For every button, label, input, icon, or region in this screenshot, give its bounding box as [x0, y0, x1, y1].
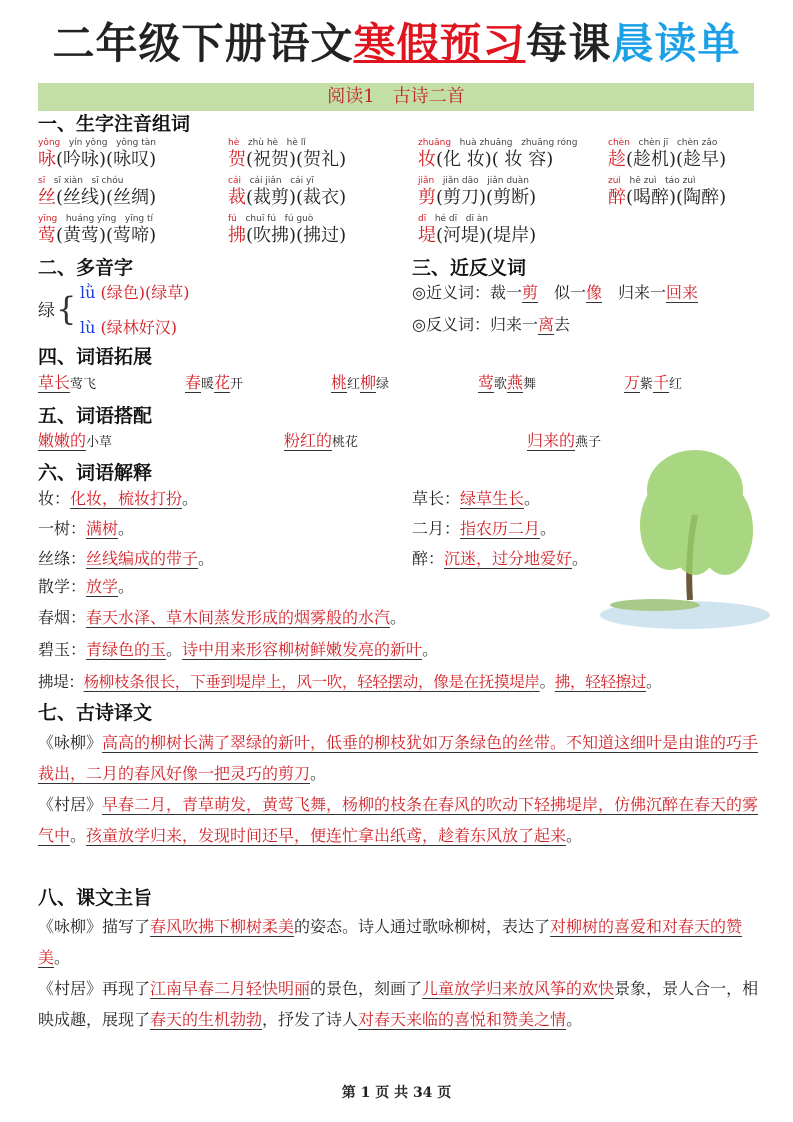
character-words: 剪(剪刀)(剪断) — [418, 187, 537, 208]
text: 碧玉： — [38, 640, 87, 659]
answer-text: 放学 — [86, 577, 119, 596]
antonyms — [412, 314, 570, 336]
text: 舞 — [523, 377, 537, 392]
text: 。 — [572, 549, 589, 568]
text: 。 — [566, 1010, 583, 1029]
text: 开 — [230, 377, 244, 392]
text: ，抒发了诗人 — [262, 1010, 359, 1029]
text: 。 — [198, 549, 215, 568]
definition — [38, 488, 198, 510]
character-entry — [418, 137, 608, 173]
character-words: 堤(河堤)(堤岸) — [418, 225, 537, 246]
themes — [38, 911, 760, 1035]
answer-text: 花 — [214, 373, 231, 392]
definition — [412, 518, 556, 540]
text: ◎近义词：裁一 — [412, 283, 522, 302]
character-entry — [38, 137, 228, 173]
answer-text: 桃 — [331, 373, 348, 392]
text: 。 — [182, 489, 199, 508]
definition — [38, 518, 134, 540]
pinyin: hè zhù hè hè lǐ — [228, 138, 306, 148]
answer-text: 对春天来临的喜悦和赞美之情 — [358, 1010, 567, 1029]
title-highlight-blue: 晨读单 — [611, 19, 741, 68]
section-heading: 四、词语拓展 — [38, 346, 153, 368]
pinyin: dī hé dī dī àn — [418, 214, 489, 224]
pinyin: yǒng yín yǒng yǒng tàn — [38, 138, 156, 148]
text: 紫 — [640, 377, 654, 392]
answer-text: 孩童放学归来，发现时间还早，便连忙拿出纸鸢，趁着东风放了起来 — [86, 826, 567, 845]
text: 。 — [540, 519, 557, 538]
character-words: 醉(喝醉)(陶醉) — [608, 187, 727, 208]
answer-text: 草长 — [38, 373, 71, 392]
synonyms — [412, 282, 698, 304]
answer-text: 指农历二月 — [460, 519, 541, 538]
text: 草长： — [412, 489, 461, 508]
character-grid — [38, 137, 758, 249]
answer-text: 春天水泽、草木间蒸发形成的烟雾般的水汽 — [86, 608, 391, 627]
title-highlight: 寒假预习 — [353, 19, 526, 68]
collocation — [527, 430, 601, 454]
text: 拂堤： — [38, 673, 84, 691]
pinyin: fú chuī fú fú guò — [228, 214, 314, 224]
idiom — [38, 372, 96, 396]
answer-text: 回来 — [666, 283, 699, 302]
text: 景象，景人合一，相映成趣，展现了 — [38, 979, 759, 1029]
text: 春烟： — [38, 608, 87, 627]
answer-text: 儿童放学归来放风筝的欢快 — [422, 979, 615, 998]
text: 。 — [118, 519, 135, 538]
text: 丝绦： — [38, 549, 87, 568]
answer-text: 莺 — [478, 373, 495, 392]
pinyin: lǜ — [80, 283, 96, 302]
text: 二月： — [412, 519, 461, 538]
answer-text: 诗中用来形容柳树鲜嫩发亮的新叶 — [182, 640, 423, 659]
text: 暖 — [201, 377, 215, 392]
character-entry — [228, 213, 418, 249]
section-heading: 二、多音字 — [38, 257, 134, 279]
text: 。 — [118, 577, 135, 596]
collocation — [38, 430, 112, 454]
answer-text: 满树 — [86, 519, 119, 538]
character-entry — [418, 213, 608, 249]
idiom — [331, 372, 389, 396]
character-words: 莺(黄莺)(莺啼) — [38, 225, 157, 246]
text: 。 — [70, 826, 87, 845]
section-heading: 六、词语解释 — [38, 462, 153, 484]
idiom — [478, 372, 536, 396]
definition — [38, 671, 661, 693]
character-entry — [38, 213, 228, 249]
text: 去 — [553, 315, 570, 334]
text: 。 — [539, 673, 555, 691]
text: 。 — [166, 640, 183, 659]
character-words: 贺(祝贺)(贺礼) — [228, 149, 347, 170]
page-number: 第 1 页 共 34 页 — [341, 1085, 452, 1101]
idiom — [185, 372, 243, 396]
definition — [412, 488, 540, 510]
definition — [38, 548, 214, 570]
answer-text: 离 — [537, 315, 554, 334]
pinyin: cái cái jiǎn cái yī — [228, 176, 314, 186]
answer-text: 早春二月，青草萌发，黄莺飞舞，杨柳的枝条在春风的吹动下轻拂堤岸，仿佛沉醉在春天的雾气中 — [38, 795, 759, 845]
text: 一树： — [38, 519, 87, 538]
text: 《咏柳》 — [38, 733, 103, 752]
character-entry — [228, 137, 418, 173]
text: 。 — [524, 489, 541, 508]
reading-2 — [80, 317, 177, 339]
answer-text: 剪 — [521, 283, 538, 302]
answer-text: 像 — [586, 283, 603, 302]
answer-text: 归来的 — [527, 431, 576, 450]
theme-paragraph — [38, 911, 760, 973]
text: 。 — [566, 826, 583, 845]
definition — [412, 548, 588, 570]
text: 似一 — [537, 283, 586, 302]
pinyin: zuì hē zuì táo zuì — [608, 176, 696, 186]
collocation — [284, 430, 358, 454]
page-title — [0, 14, 793, 74]
answer-text: 沉迷，过分地爱好 — [444, 549, 573, 568]
pinyin: jiǎn jiǎn dāo jiǎn duàn — [418, 176, 529, 186]
text: 归来一 — [602, 283, 667, 302]
pinyin: lù — [80, 318, 96, 337]
title-part: 每课 — [525, 19, 612, 68]
title-part: 二年级下册语文 — [52, 19, 354, 68]
text: 莺飞 — [70, 377, 97, 392]
definition — [38, 639, 438, 661]
answer-text: 春 — [185, 373, 202, 392]
text: 红 — [347, 377, 361, 392]
text: 绿 — [376, 377, 390, 392]
section-heading: 五、词语搭配 — [38, 405, 153, 427]
text: 小草 — [86, 435, 113, 450]
theme-paragraph — [38, 973, 760, 1035]
text: 。 — [390, 608, 407, 627]
character-entry — [608, 137, 758, 173]
text: 妆： — [38, 489, 71, 508]
text: 《咏柳》描写了 — [38, 917, 151, 936]
translation-paragraph — [38, 789, 760, 851]
text: 。 — [54, 948, 71, 967]
text: 红 — [669, 377, 683, 392]
answer-text: 青绿色的玉 — [86, 640, 167, 659]
answer-text: 化妆，梳妆打扮 — [70, 489, 183, 508]
answer-text: 高高的柳树长满了翠绿的新叶，低垂的柳枝犹如万条绿色的丝带。不知道这细叶是由谁的巧手裁出，二月的春风好像一把灵巧的剪刀 — [38, 733, 759, 783]
text: 醉： — [412, 549, 445, 568]
text: 《村居》再现了 — [38, 979, 151, 998]
text: 散学： — [38, 577, 87, 596]
answer-text: 春天的生机勃勃 — [150, 1010, 263, 1029]
definition — [38, 607, 406, 629]
text: 的景色，刻画了 — [310, 979, 423, 998]
answer-text: 柳 — [360, 373, 377, 392]
brace: { — [56, 290, 77, 328]
answer-text: 杨柳枝条很长，下垂到堤岸上，风一吹，轻轻摆动，像是在抚摸堤岸 — [83, 673, 540, 691]
pinyin: yīng huáng yīng yīng tí — [38, 214, 154, 224]
text: 歌 — [494, 377, 508, 392]
text: 桃花 — [332, 435, 359, 450]
answer-text: 拂，轻轻擦过 — [554, 673, 647, 691]
willow-tree-illustration — [595, 435, 770, 635]
answer-text: 春风吹拂下柳树柔美 — [150, 917, 295, 936]
character-entry — [38, 175, 228, 211]
answer-text: 燕 — [507, 373, 524, 392]
pinyin: chèn chèn jī chèn zǎo — [608, 138, 718, 148]
character-words: 咏(吟咏)(咏叹) — [38, 149, 157, 170]
answer-text: 粉红的 — [284, 431, 333, 450]
reading-1 — [80, 282, 190, 304]
polyphone-char: 绿 — [38, 301, 55, 321]
text: 的姿态。诗人通过歌咏柳树，表达了 — [294, 917, 551, 936]
answer-text: 万 — [624, 373, 641, 392]
lesson-banner: 阅读1 古诗二首 — [38, 83, 754, 111]
text: 燕子 — [575, 435, 602, 450]
translations — [38, 727, 760, 851]
translation-paragraph — [38, 727, 760, 789]
idiom — [624, 372, 682, 396]
words: (绿色)(绿草) — [100, 283, 190, 302]
character-words: 拂(吹拂)(拂过) — [228, 225, 347, 246]
character-words: 妆(化 妆)( 妆 容) — [418, 149, 554, 170]
answer-text: 千 — [653, 373, 670, 392]
text: 。 — [646, 673, 662, 691]
answer-text: 丝线编成的带子 — [86, 549, 199, 568]
section-heading: 八、课文主旨 — [38, 887, 153, 909]
character-words: 趁(趁机)(趁早) — [608, 149, 727, 170]
answer-text: 嫩嫩的 — [38, 431, 87, 450]
answer-text: 江南早春二月轻快明丽 — [150, 979, 311, 998]
pinyin: sī sī xiàn sī chóu — [38, 176, 124, 186]
character-entry — [228, 175, 418, 211]
character-words: 裁(裁剪)(裁衣) — [228, 187, 347, 208]
pinyin: zhuāng huà zhuāng zhuāng róng — [418, 138, 578, 148]
words: (绿林好汉) — [100, 318, 178, 337]
text: ◎反义词：归来一 — [412, 315, 538, 334]
text: 《村居》 — [38, 795, 103, 814]
text: 。 — [422, 640, 439, 659]
answer-text: 绿草生长 — [460, 489, 525, 508]
character-words: 丝(丝线)(丝绸) — [38, 187, 157, 208]
definition — [38, 576, 134, 598]
section-heading: 三、近反义词 — [412, 257, 527, 279]
section-heading: 一、生字注音组词 — [38, 113, 191, 135]
character-entry — [608, 175, 758, 211]
answer-text: 对柳树的喜爱和对春天的赞美 — [38, 917, 743, 967]
character-entry — [418, 175, 608, 211]
section-heading: 七、古诗译文 — [38, 702, 153, 724]
text: 。 — [310, 764, 327, 783]
